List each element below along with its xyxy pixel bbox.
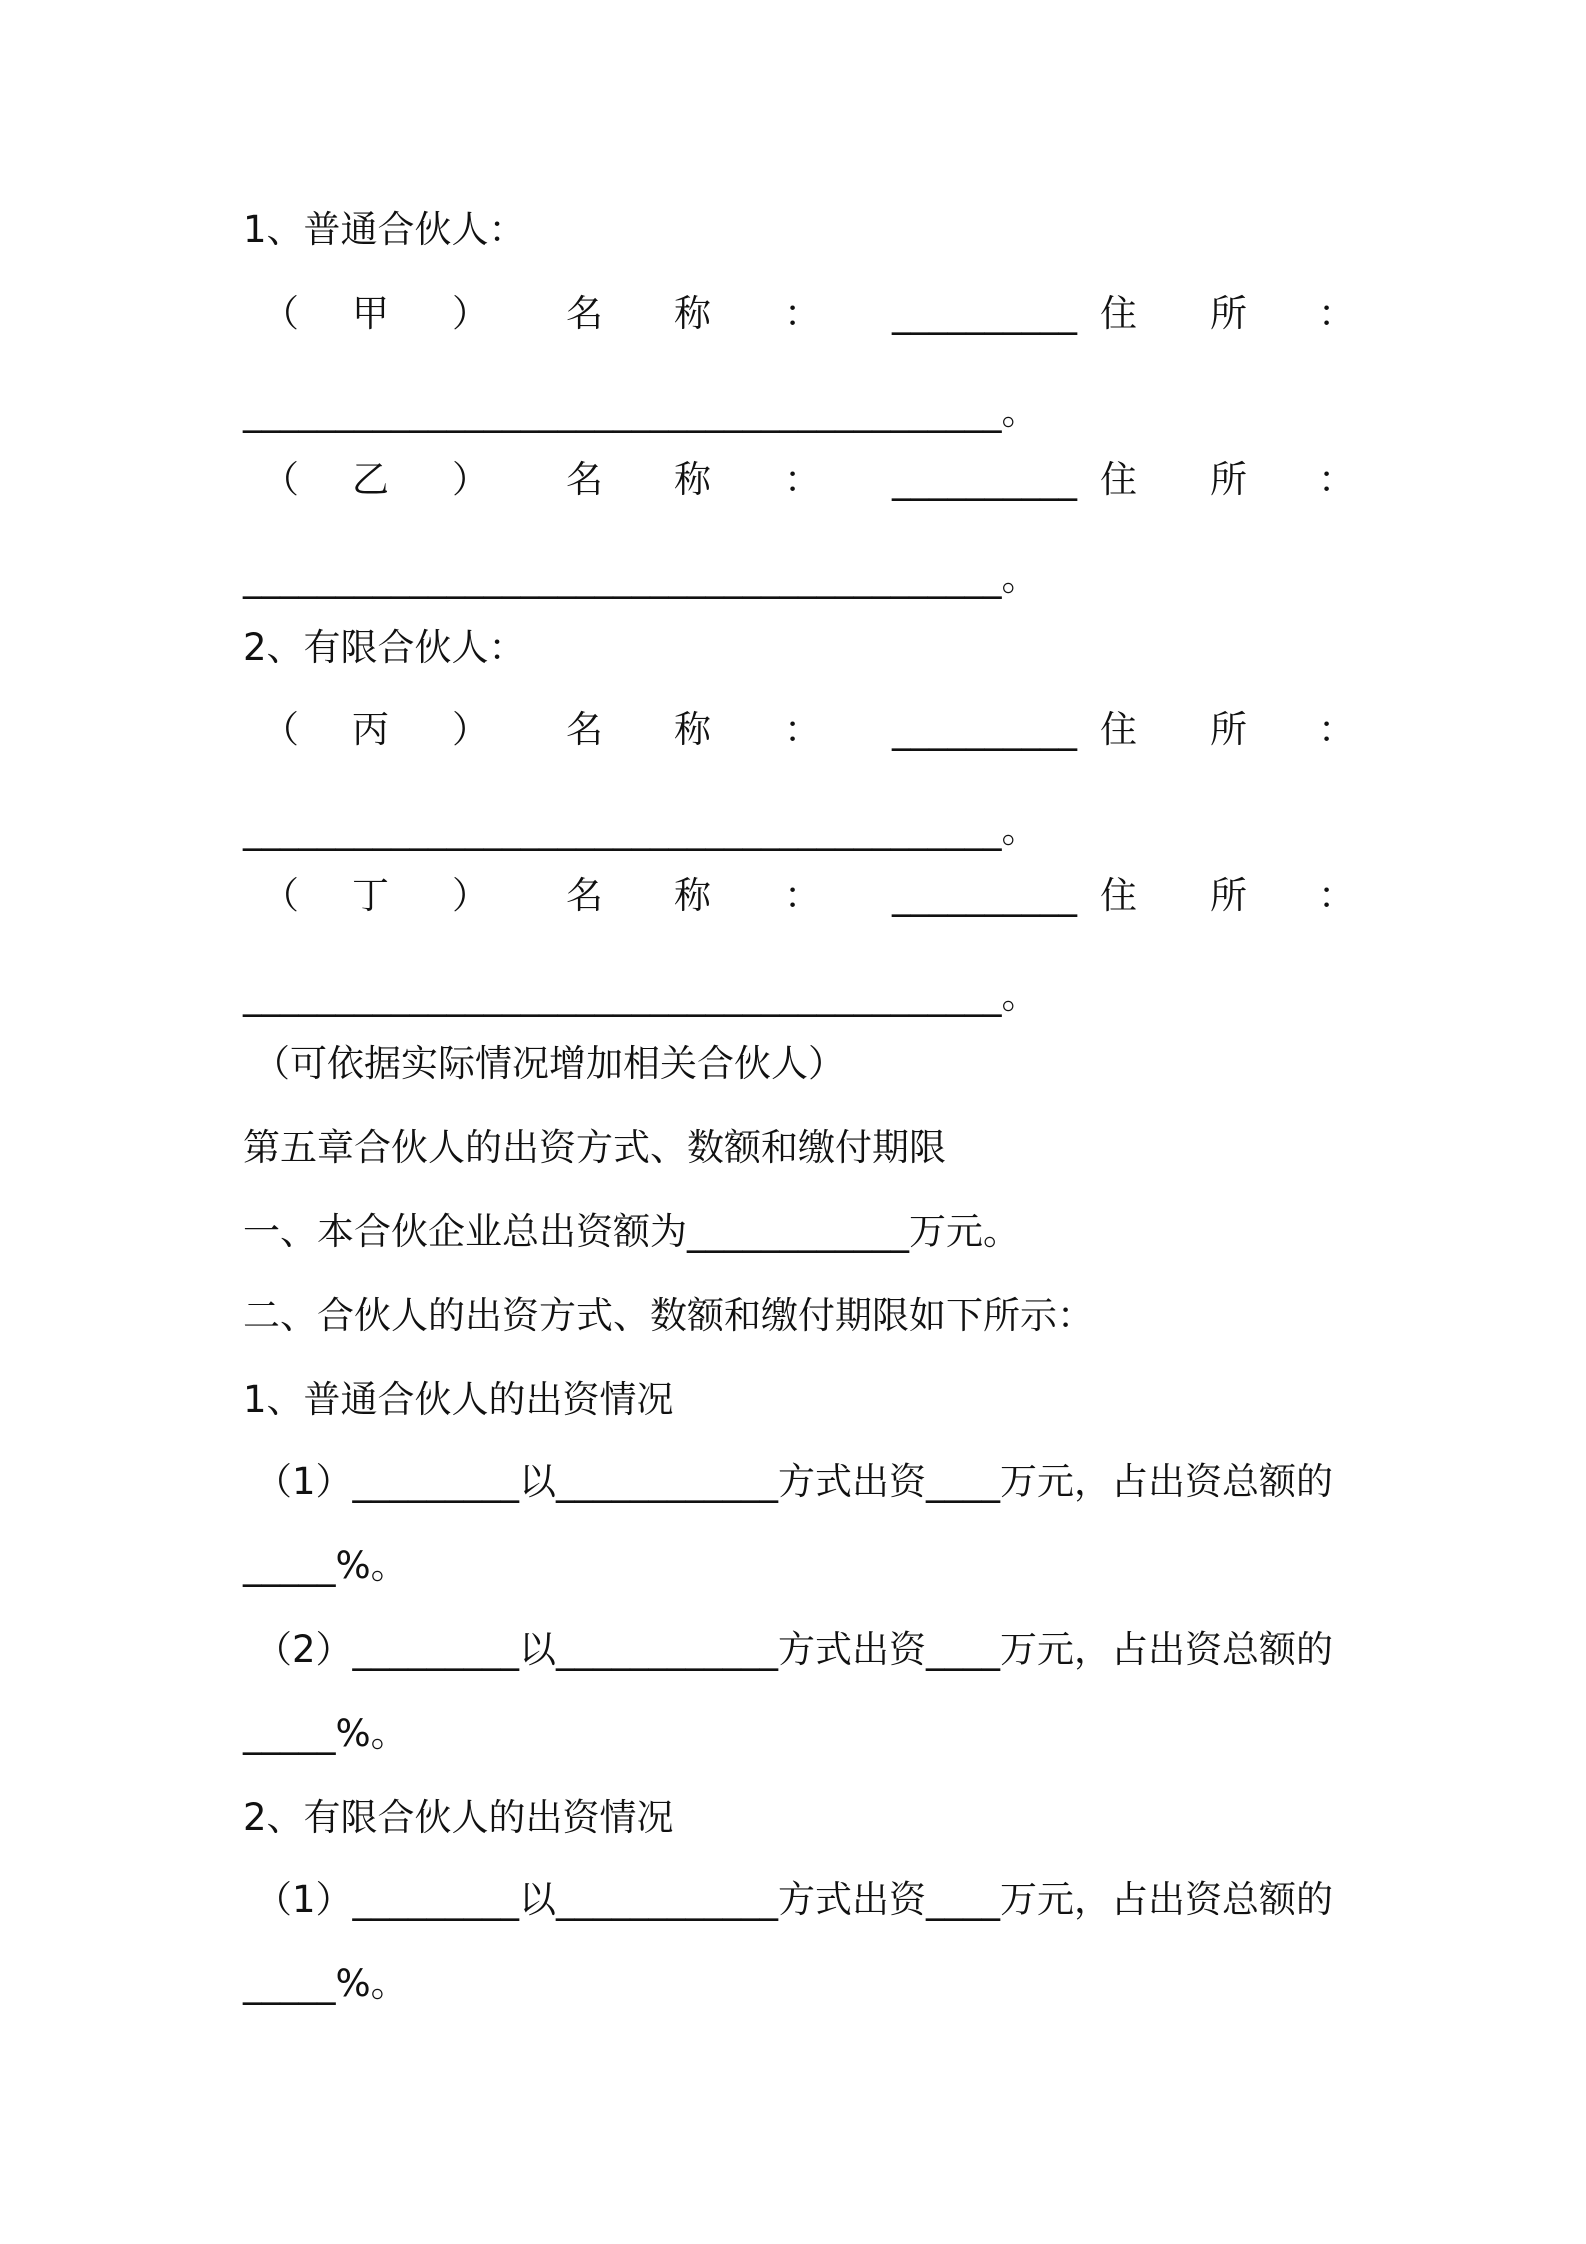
party-d-name-row: （ 丁 ） 名 称 ： __________ 住 所 ： — [0, 872, 1586, 920]
party-a-address-row: _________________________________________。 — [243, 390, 1039, 433]
general-partner-heading: 1、普通合伙人： — [243, 208, 526, 251]
party-a-name-blank[interactable]: __________ — [892, 292, 1077, 335]
limited-contribution-1-percent: _____%。 — [243, 1962, 408, 2005]
chapter-5-title: 第五章合伙人的出资方式、数额和缴付期限 — [243, 1126, 946, 1169]
party-a-name-row: （ 甲 ） 名 称 ： __________ 住 所 ： — [0, 290, 1586, 338]
general-contribution-1-percent: _____%。 — [243, 1544, 408, 1587]
party-d-address-blank[interactable]: _________________________________________ — [243, 974, 1002, 1017]
party-b-name-row: （ 乙 ） 名 称 ： __________ 住 所 ： — [0, 456, 1586, 504]
party-c-name-row: （ 丙 ） 名 称 ： __________ 住 所 ： — [0, 706, 1586, 754]
party-d-name-blank[interactable]: __________ — [892, 874, 1077, 917]
general-contribution-2: （2）_________以____________方式出资____万元，占出资总额的 — [255, 1628, 1334, 1671]
party-b-address-row: _________________________________________。 — [243, 556, 1039, 599]
general-contribution-heading: 1、普通合伙人的出资情况 — [243, 1378, 674, 1421]
limited-contribution-heading: 2、有限合伙人的出资情况 — [243, 1796, 674, 1839]
contribution-intro: 二、合伙人的出资方式、数额和缴付期限如下所示： — [243, 1294, 1094, 1337]
party-c-address-row: _________________________________________。 — [243, 808, 1039, 851]
total-capital-line: 一、本合伙企业总出资额为____________万元。 — [243, 1210, 1020, 1253]
party-a-address-blank[interactable]: _________________________________________ — [243, 390, 1002, 433]
general-contribution-1: （1）_________以____________方式出资____万元，占出资总额的 — [255, 1460, 1334, 1503]
limited-partner-heading: 2、有限合伙人： — [243, 626, 526, 669]
note-text: （可依据实际情况增加相关合伙人） — [253, 1042, 845, 1085]
general-contribution-2-percent: _____%。 — [243, 1712, 408, 1755]
party-c-address-blank[interactable]: _________________________________________ — [243, 808, 1002, 851]
party-b-name-blank[interactable]: __________ — [892, 458, 1077, 501]
party-d-address-row: _________________________________________。 — [243, 974, 1039, 1017]
party-c-name-blank[interactable]: __________ — [892, 708, 1077, 751]
party-b-address-blank[interactable]: _________________________________________ — [243, 556, 1002, 599]
limited-contribution-1: （1）_________以____________方式出资____万元，占出资总额的 — [255, 1878, 1334, 1921]
